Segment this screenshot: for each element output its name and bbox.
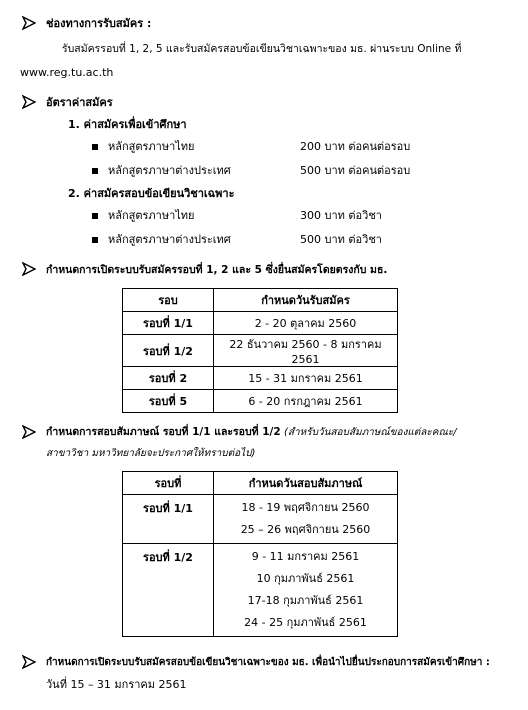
table-header-row [123,289,398,312]
date-line: 9 - 11 มกราคม 2561 [251,550,360,563]
fee-item-amount: 200 บาท ต่อคนต่อรอบ [300,140,411,153]
date-cell: 22 ธันวาคม 2560 - 8 มกราคม 2561 [214,335,398,367]
date-line: 24 - 25 กุมภาพันธ์ 2561 [244,616,367,629]
table-header-cell: กำหนดวันรับสมัคร [214,289,398,312]
square-bullet-icon [92,168,98,174]
fee-item-amount: 300 บาท ต่อวิชา [300,209,382,222]
written-exam-dates: วันที่ 15 – 31 มกราคม 2561 [46,678,187,691]
section-heading-application-schedule: กำหนดการเปิดระบบรับสมัครรอบที่ 1, 2 และ 5 ซึ่งยื่นสมัครโดยตรงกับ มธ. [46,264,388,276]
date-cell: 6 - 20 กรกฎาคม 2561 [214,390,398,413]
fee-item-label: หลักสูตรภาษาต่างประเทศ [108,233,231,246]
arrow-bullet-icon [22,655,36,669]
date-list-cell [214,495,398,544]
table-header-cell: รอบ [123,289,214,312]
section-heading-fees: อัตราค่าสมัคร [46,96,113,109]
round-cell: รอบที่ 1/1 [123,312,214,335]
table-header-cell: กำหนดวันสอบสัมภาษณ์ [214,472,398,495]
arrow-bullet-icon [22,262,36,276]
arrow-bullet-icon [22,95,36,109]
section-heading-interview-line [46,425,457,440]
channels-url: www.reg.tu.ac.th [20,66,114,79]
square-bullet-icon [92,213,98,219]
application-schedule-table [122,288,398,413]
table-row [123,390,398,413]
section-heading-channels: ช่องทางการรับสมัคร : [46,17,152,30]
fee-item-amount: 500 บาท ต่อวิชา [300,233,382,246]
interview-note: (สำหรับวันสอบสัมภาษณ์ของแต่ละคณะ/ [284,427,457,438]
round-cell: รอบที่ 1/2 [123,335,214,367]
round-cell: รอบที่ 2 [123,367,214,390]
fee-item-amount: 500 บาท ต่อคนต่อรอบ [300,164,411,177]
interview-note-continued: สาขาวิชา มหาวิทยาลัยจะประกาศให้ทราบต่อไป) [46,448,256,459]
section-heading-interview: กำหนดการสอบสัมภาษณ์ รอบที่ 1/1 และรอบที่ 1/2 [46,426,281,438]
table-header-cell: รอบที่ [123,472,214,495]
round-cell: รอบที่ 5 [123,390,214,413]
square-bullet-icon [92,144,98,150]
round-cell: รอบที่ 1/1 [123,495,214,544]
round-cell: รอบที่ 1/2 [123,544,214,637]
channels-text: รับสมัครรอบที่ 1, 2, 5 และรับสมัครสอบข้อเขียนวิชาเฉพาะของ มธ. ผ่านระบบ Online ที่ [62,43,462,55]
fee-subheading-exam: 2. ค่าสมัครสอบข้อเขียนวิชาเฉพาะ [68,187,235,200]
arrow-bullet-icon [22,16,36,30]
section-heading-written-exam: กำหนดการเปิดระบบรับสมัครสอบข้อเขียนวิชาเฉพาะของ มธ. เพื่อนำไปยื่นประกอบการสมัครเข้าศึกษา : [46,657,490,668]
date-line: 10 กุมภาพันธ์ 2561 [256,572,355,585]
table-row [123,335,398,367]
fee-item-label: หลักสูตรภาษาต่างประเทศ [108,164,231,177]
square-bullet-icon [92,237,98,243]
table-row [123,312,398,335]
fee-item-label: หลักสูตรภาษาไทย [108,140,195,153]
interview-schedule-table [122,471,398,637]
fee-subheading-admission: 1. ค่าสมัครเพื่อเข้าศึกษา [68,118,187,131]
date-cell: 2 - 20 ตุลาคม 2560 [214,312,398,335]
date-list-cell [214,544,398,637]
date-line: 25 – 26 พฤศจิกายน 2560 [240,523,371,536]
table-row [123,544,398,637]
date-line: 17-18 กุมภาพันธ์ 2561 [247,594,364,607]
table-row [123,367,398,390]
fee-item-label: หลักสูตรภาษาไทย [108,209,195,222]
arrow-bullet-icon [22,425,36,439]
date-line: 18 - 19 พฤศจิกายน 2560 [241,501,370,514]
table-row [123,495,398,544]
date-cell: 15 - 31 มกราคม 2561 [214,367,398,390]
table-header-row [123,472,398,495]
